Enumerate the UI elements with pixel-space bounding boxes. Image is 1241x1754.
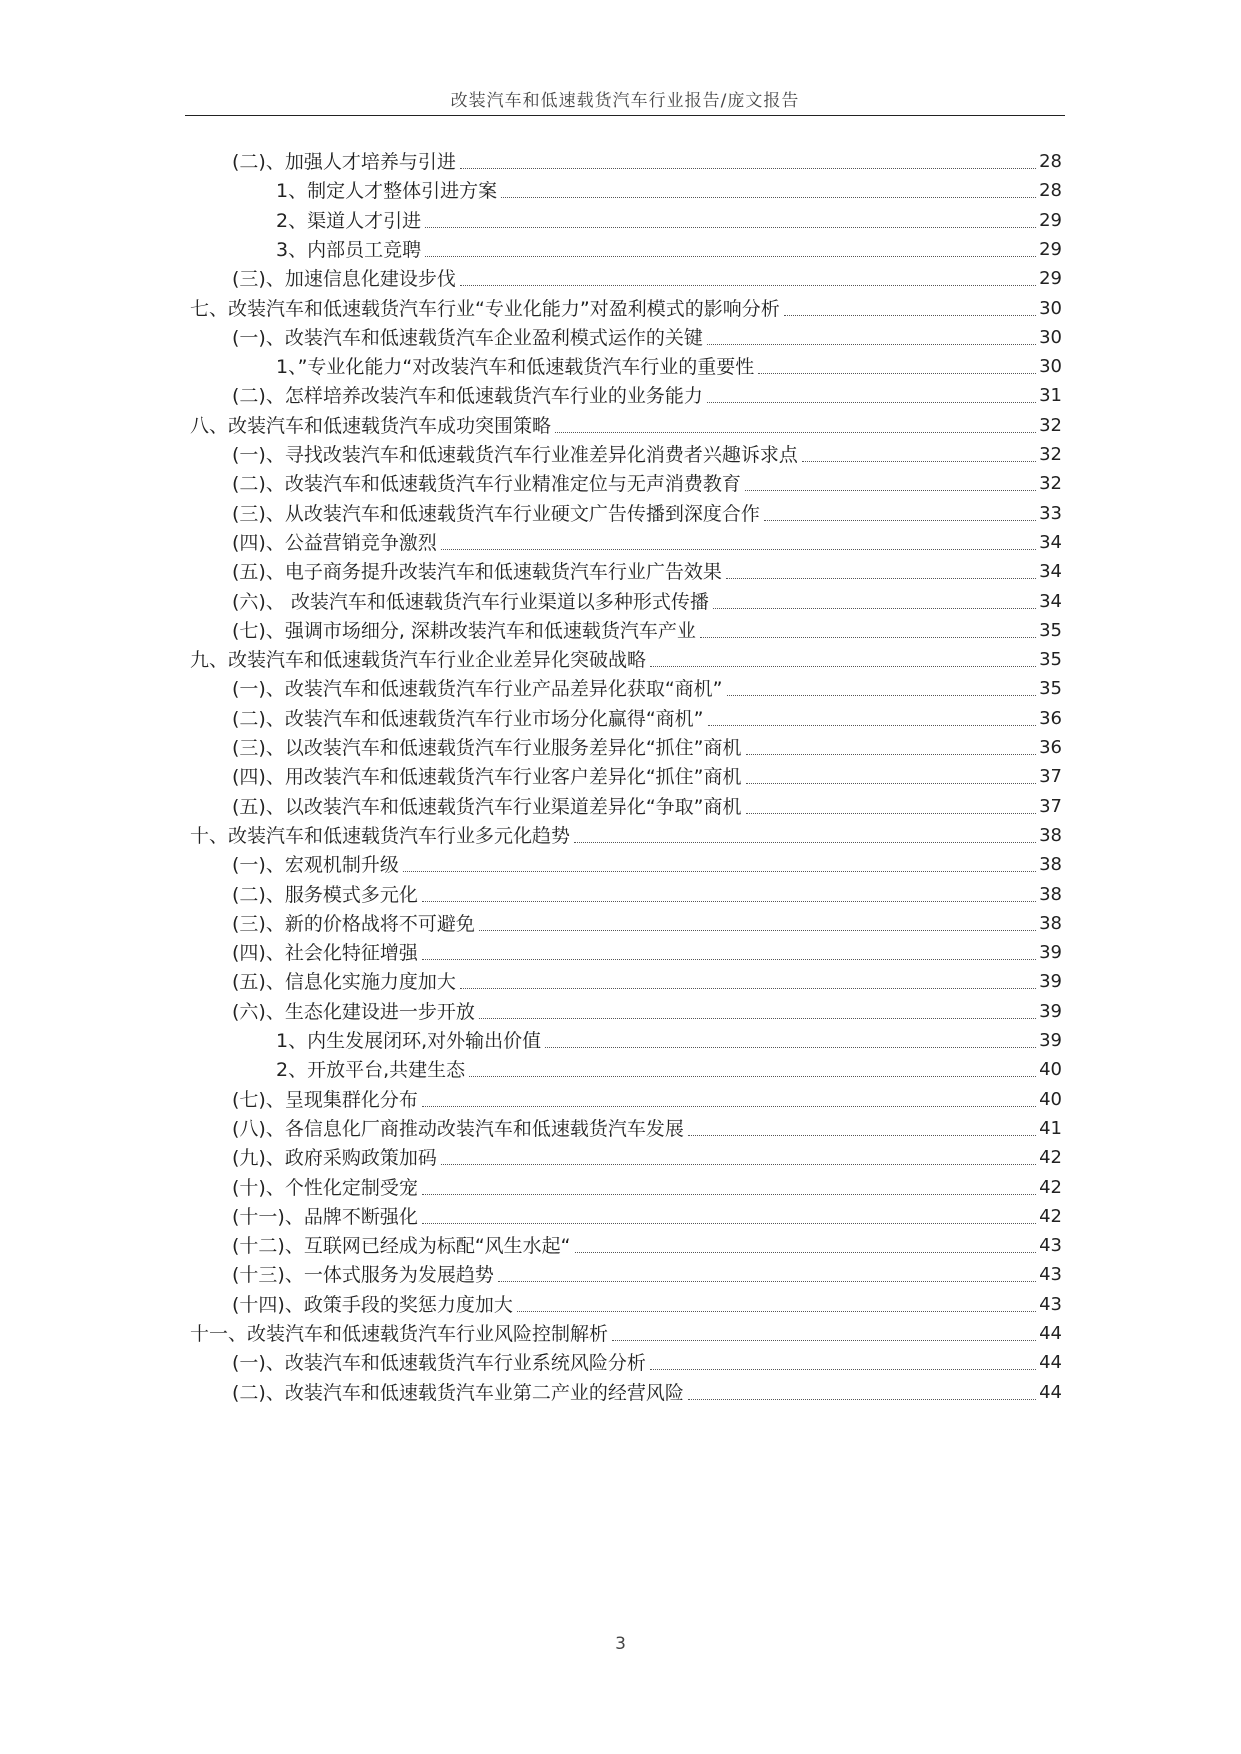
toc-entry-title: (一)、改装汽车和低速载货汽车行业产品差异化获取“商机”: [232, 678, 723, 701]
toc-entry-title: (二)、加强人才培养与引进: [232, 151, 456, 173]
toc-dot-leader: [650, 1369, 1036, 1370]
toc-entry[interactable]: [190, 412, 1062, 440]
toc-dot-leader: [688, 1135, 1036, 1136]
toc-entry[interactable]: [276, 1056, 1062, 1084]
toc-entry-page: 34: [1039, 531, 1062, 553]
toc-dot-leader: [403, 871, 1036, 872]
toc-entry-title: 十、改装汽车和低速载货汽车行业多元化趋势: [190, 824, 571, 847]
toc-entry-page: 30: [1039, 326, 1062, 348]
toc-entry-title: (六)、 改装汽车和低速载货汽车行业渠道以多种形式传播: [232, 590, 709, 613]
toc-entry[interactable]: [232, 675, 1062, 703]
toc-entry-page: 28: [1039, 180, 1062, 202]
toc-entry-page: 37: [1039, 766, 1062, 788]
toc-entry[interactable]: [232, 558, 1062, 586]
toc-entry-title: 2、渠道人才引进: [276, 209, 422, 232]
toc-entry[interactable]: [232, 617, 1062, 645]
toc-entry-page: 31: [1039, 385, 1062, 407]
toc-entry[interactable]: [276, 236, 1062, 264]
toc-entry-title: (二)、服务模式多元化: [232, 883, 418, 906]
toc-entry-title: (一)、寻找改装汽车和低速载货汽车行业准差异化消费者兴趣诉求点: [232, 444, 798, 466]
toc-entry-title: (五)、以改装汽车和低速载货汽车行业渠道差异化“争取”商机: [232, 795, 742, 818]
toc-entry-title: (二)、改装汽车和低速载货汽车行业精准定位与无声消费教育: [232, 473, 741, 496]
toc-entry-page: 30: [1039, 297, 1062, 319]
toc-entry-title: (三)、以改装汽车和低速载货汽车行业服务差异化“抓住”商机: [232, 737, 742, 759]
toc-dot-leader: [784, 315, 1036, 316]
toc-entry[interactable]: [232, 470, 1062, 498]
toc-entry-title: (六)、生态化建设进一步开放: [232, 1000, 475, 1023]
toc-entry-title: (二)、改装汽车和低速载货汽车行业市场分化赢得“商机”: [232, 707, 704, 730]
toc-entry[interactable]: [232, 1232, 1062, 1260]
toc-entry-title: (一)、宏观机制升级: [232, 854, 399, 877]
toc-dot-leader: [425, 227, 1036, 228]
toc-entry-page: 32: [1039, 444, 1062, 465]
toc-entry[interactable]: [232, 705, 1062, 733]
toc-entry[interactable]: [232, 265, 1062, 293]
toc-entry[interactable]: [232, 324, 1062, 352]
toc-dot-leader: [574, 842, 1036, 843]
toc-dot-leader: [746, 783, 1037, 784]
toc-entry-page: 36: [1039, 737, 1062, 758]
toc-entry[interactable]: [232, 881, 1062, 909]
toc-entry-page: 44: [1039, 1381, 1062, 1403]
toc-entry-title: (九)、政府采购政策加码: [232, 1147, 437, 1170]
toc-entry-page: 39: [1039, 1030, 1062, 1051]
toc-dot-leader: [441, 549, 1036, 550]
toc-entry[interactable]: [232, 1203, 1062, 1231]
toc-dot-leader: [708, 725, 1037, 726]
toc-entry[interactable]: [276, 1027, 1062, 1055]
toc-dot-leader: [479, 1018, 1036, 1019]
toc-dot-leader: [650, 666, 1036, 667]
toc-entry[interactable]: [232, 529, 1062, 557]
toc-entry-title: (一)、改装汽车和低速载货汽车企业盈利模式运作的关键: [232, 326, 703, 349]
toc-entry-title: (三)、新的价格战将不可避免: [232, 912, 475, 935]
toc-entry-page: 29: [1039, 268, 1062, 290]
toc-entry-title: (二)、怎样培养改装汽车和低速载货汽车行业的业务能力: [232, 385, 703, 408]
toc-entry[interactable]: [232, 793, 1062, 821]
toc-entry-page: 39: [1039, 1000, 1062, 1022]
toc-entry-title: (四)、用改装汽车和低速载货汽车行业客户差异化“抓住”商机: [232, 766, 742, 789]
toc-dot-leader: [726, 578, 1036, 579]
toc-entry-title: 八、改装汽车和低速载货汽车成功突围策略: [190, 414, 552, 437]
toc-entry-title: 七、改装汽车和低速载货汽车行业“专业化能力”对盈利模式的影响分析: [190, 297, 780, 320]
toc-entry-title: (十三)、一体式服务为发展趋势: [232, 1264, 494, 1287]
toc-entry-page: 42: [1039, 1176, 1062, 1198]
toc-entry-title: (十四)、政策手段的奖惩力度加大: [232, 1293, 513, 1316]
toc-dot-leader: [422, 901, 1036, 902]
toc-entry-title: 1、内生发展闭环,对外输出价值: [276, 1030, 542, 1052]
toc-entry-page: 37: [1039, 795, 1062, 817]
toc-entry-page: 44: [1039, 1352, 1062, 1374]
toc-dot-leader: [555, 432, 1036, 433]
toc-entry-page: 33: [1039, 502, 1062, 524]
toc-entry-page: 39: [1039, 942, 1062, 964]
toc-entry[interactable]: [232, 851, 1062, 879]
toc-entry-page: 43: [1039, 1293, 1062, 1315]
toc-entry[interactable]: [232, 968, 1062, 996]
toc-entry[interactable]: [276, 353, 1062, 381]
toc-entry-title: 2、开放平台,共建生态: [276, 1059, 466, 1082]
toc-entry-title: (一)、改装汽车和低速载货汽车行业系统风险分析: [232, 1352, 646, 1375]
toc-entry-title: (五)、电子商务提升改装汽车和低速载货汽车行业广告效果: [232, 561, 722, 584]
toc-entry-title: (四)、社会化特征增强: [232, 942, 418, 965]
toc-entry-page: 38: [1039, 824, 1062, 846]
toc-entry[interactable]: [232, 1291, 1062, 1319]
toc-dot-leader: [612, 1340, 1036, 1341]
toc-entry[interactable]: [232, 1379, 1062, 1407]
toc-dot-leader: [425, 256, 1036, 257]
toc-entry[interactable]: [276, 177, 1062, 205]
toc-dot-leader: [758, 373, 1036, 374]
toc-entry[interactable]: [232, 910, 1062, 938]
toc-entry-title: (七)、强调市场细分, 深耕改装汽车和低速载货汽车产业: [232, 619, 696, 642]
toc-entry-page: 28: [1039, 151, 1062, 172]
toc-entry[interactable]: [232, 500, 1062, 528]
toc-dot-leader: [688, 1399, 1036, 1400]
toc-entry-page: 35: [1039, 619, 1062, 641]
toc-dot-leader: [707, 344, 1036, 345]
toc-entry[interactable]: [232, 998, 1062, 1026]
toc-dot-leader: [501, 197, 1036, 198]
toc-dot-leader: [422, 1223, 1036, 1224]
toc-entry-page: 39: [1039, 971, 1062, 993]
toc-dot-leader: [460, 988, 1036, 989]
header-rule: [185, 115, 1065, 116]
toc-entry[interactable]: [232, 1115, 1062, 1143]
toc-dot-leader: [422, 959, 1036, 960]
toc-entry[interactable]: [190, 1320, 1062, 1348]
toc-entry-title: (七)、呈现集群化分布: [232, 1088, 418, 1111]
toc-entry-title: 1、制定人才整体引进方案: [276, 180, 498, 203]
running-header: 改装汽车和低速载货汽车行业报告/庞文报告: [450, 91, 800, 111]
toc-entry-page: 34: [1039, 590, 1062, 612]
toc-entry-page: 42: [1039, 1205, 1062, 1227]
toc-entry-title: (十二)、互联网已经成为标配“风生水起“: [232, 1235, 571, 1258]
toc-dot-leader: [575, 1252, 1037, 1253]
toc-entry-title: 十一、改装汽车和低速载货汽车行业风险控制解析: [190, 1323, 609, 1345]
toc-entry-title: (二)、改装汽车和低速载货汽车业第二产业的经营风险: [232, 1381, 684, 1404]
toc-dot-leader: [422, 1106, 1036, 1107]
toc-entry-page: 38: [1039, 883, 1062, 905]
toc-dot-leader: [764, 520, 1036, 521]
toc-entry-page: 35: [1039, 649, 1062, 671]
toc-dot-leader: [727, 695, 1037, 696]
toc-entry-title: 1、”专业化能力“对改装汽车和低速载货汽车行业的重要性: [276, 356, 755, 379]
toc-dot-leader: [469, 1076, 1036, 1077]
toc-entry[interactable]: [232, 734, 1062, 762]
toc-entry-page: 38: [1039, 912, 1062, 934]
toc-dot-leader: [498, 1281, 1036, 1282]
toc-dot-leader: [460, 285, 1036, 286]
toc-entry[interactable]: [232, 1144, 1062, 1172]
toc-entry-page: 41: [1039, 1117, 1062, 1139]
toc-entry[interactable]: [232, 763, 1062, 791]
toc-entry-page: 44: [1039, 1323, 1062, 1344]
toc-entry-page: 40: [1039, 1088, 1062, 1110]
toc-dot-leader: [802, 461, 1036, 462]
toc-entry[interactable]: [232, 1174, 1062, 1202]
toc-entry-title: (四)、公益营销竞争激烈: [232, 531, 437, 554]
toc-dot-leader: [713, 608, 1036, 609]
toc-dot-leader: [441, 1164, 1036, 1165]
toc-entry[interactable]: [232, 382, 1062, 410]
toc-entry-title: (五)、信息化实施力度加大: [232, 971, 456, 994]
toc-entry[interactable]: [190, 822, 1062, 850]
toc-dot-leader: [422, 1194, 1036, 1195]
toc-dot-leader: [460, 168, 1036, 169]
toc-entry-title: 九、改装汽车和低速载货汽车行业企业差异化突破战略: [190, 649, 647, 672]
toc-entry[interactable]: [190, 295, 1062, 323]
toc-entry-page: 32: [1039, 414, 1062, 436]
toc-entry[interactable]: [232, 1261, 1062, 1289]
toc-entry-page: 43: [1039, 1264, 1062, 1286]
toc-dot-leader: [479, 930, 1036, 931]
toc-dot-leader: [745, 490, 1036, 491]
toc-dot-leader: [517, 1311, 1036, 1312]
toc-dot-leader: [746, 813, 1037, 814]
toc-entry[interactable]: [276, 207, 1062, 235]
toc-entry[interactable]: [232, 441, 1062, 469]
toc-entry-title: (十)、个性化定制受宠: [232, 1176, 418, 1199]
toc-entry-page: 36: [1039, 707, 1062, 729]
toc-entry[interactable]: [232, 939, 1062, 967]
toc-entry[interactable]: [232, 148, 1062, 176]
toc-entry[interactable]: [232, 1086, 1062, 1114]
toc-entry-page: 32: [1039, 473, 1062, 495]
toc-entry-page: 34: [1039, 561, 1062, 583]
toc-entry-title: 3、内部员工竞聘: [276, 238, 422, 261]
toc-dot-leader: [707, 402, 1036, 403]
toc-dot-leader: [700, 637, 1036, 638]
toc-entry-title: (三)、从改装汽车和低速载货汽车行业硬文广告传播到深度合作: [232, 502, 760, 525]
toc-entry-title: (十一)、品牌不断强化: [232, 1205, 418, 1228]
toc-entry-page: 42: [1039, 1147, 1062, 1169]
toc-entry[interactable]: [232, 588, 1062, 616]
toc-entry-page: 30: [1039, 356, 1062, 378]
toc-entry[interactable]: [232, 1349, 1062, 1377]
toc-entry-title: (八)、各信息化厂商推动改装汽车和低速载货汽车发展: [232, 1117, 684, 1140]
toc-entry-title: (三)、加速信息化建设步伐: [232, 268, 456, 291]
toc-entry-page: 29: [1039, 209, 1062, 231]
toc-entry[interactable]: [190, 646, 1062, 674]
toc-entry-page: 43: [1039, 1235, 1062, 1257]
page-number: 3: [615, 1634, 626, 1654]
toc-entry-page: 38: [1039, 854, 1062, 876]
toc-dot-leader: [746, 754, 1037, 755]
toc-entry-page: 29: [1039, 238, 1062, 260]
toc-dot-leader: [545, 1047, 1036, 1048]
toc-entry-page: 40: [1039, 1059, 1062, 1081]
toc-entry-page: 35: [1039, 678, 1062, 700]
